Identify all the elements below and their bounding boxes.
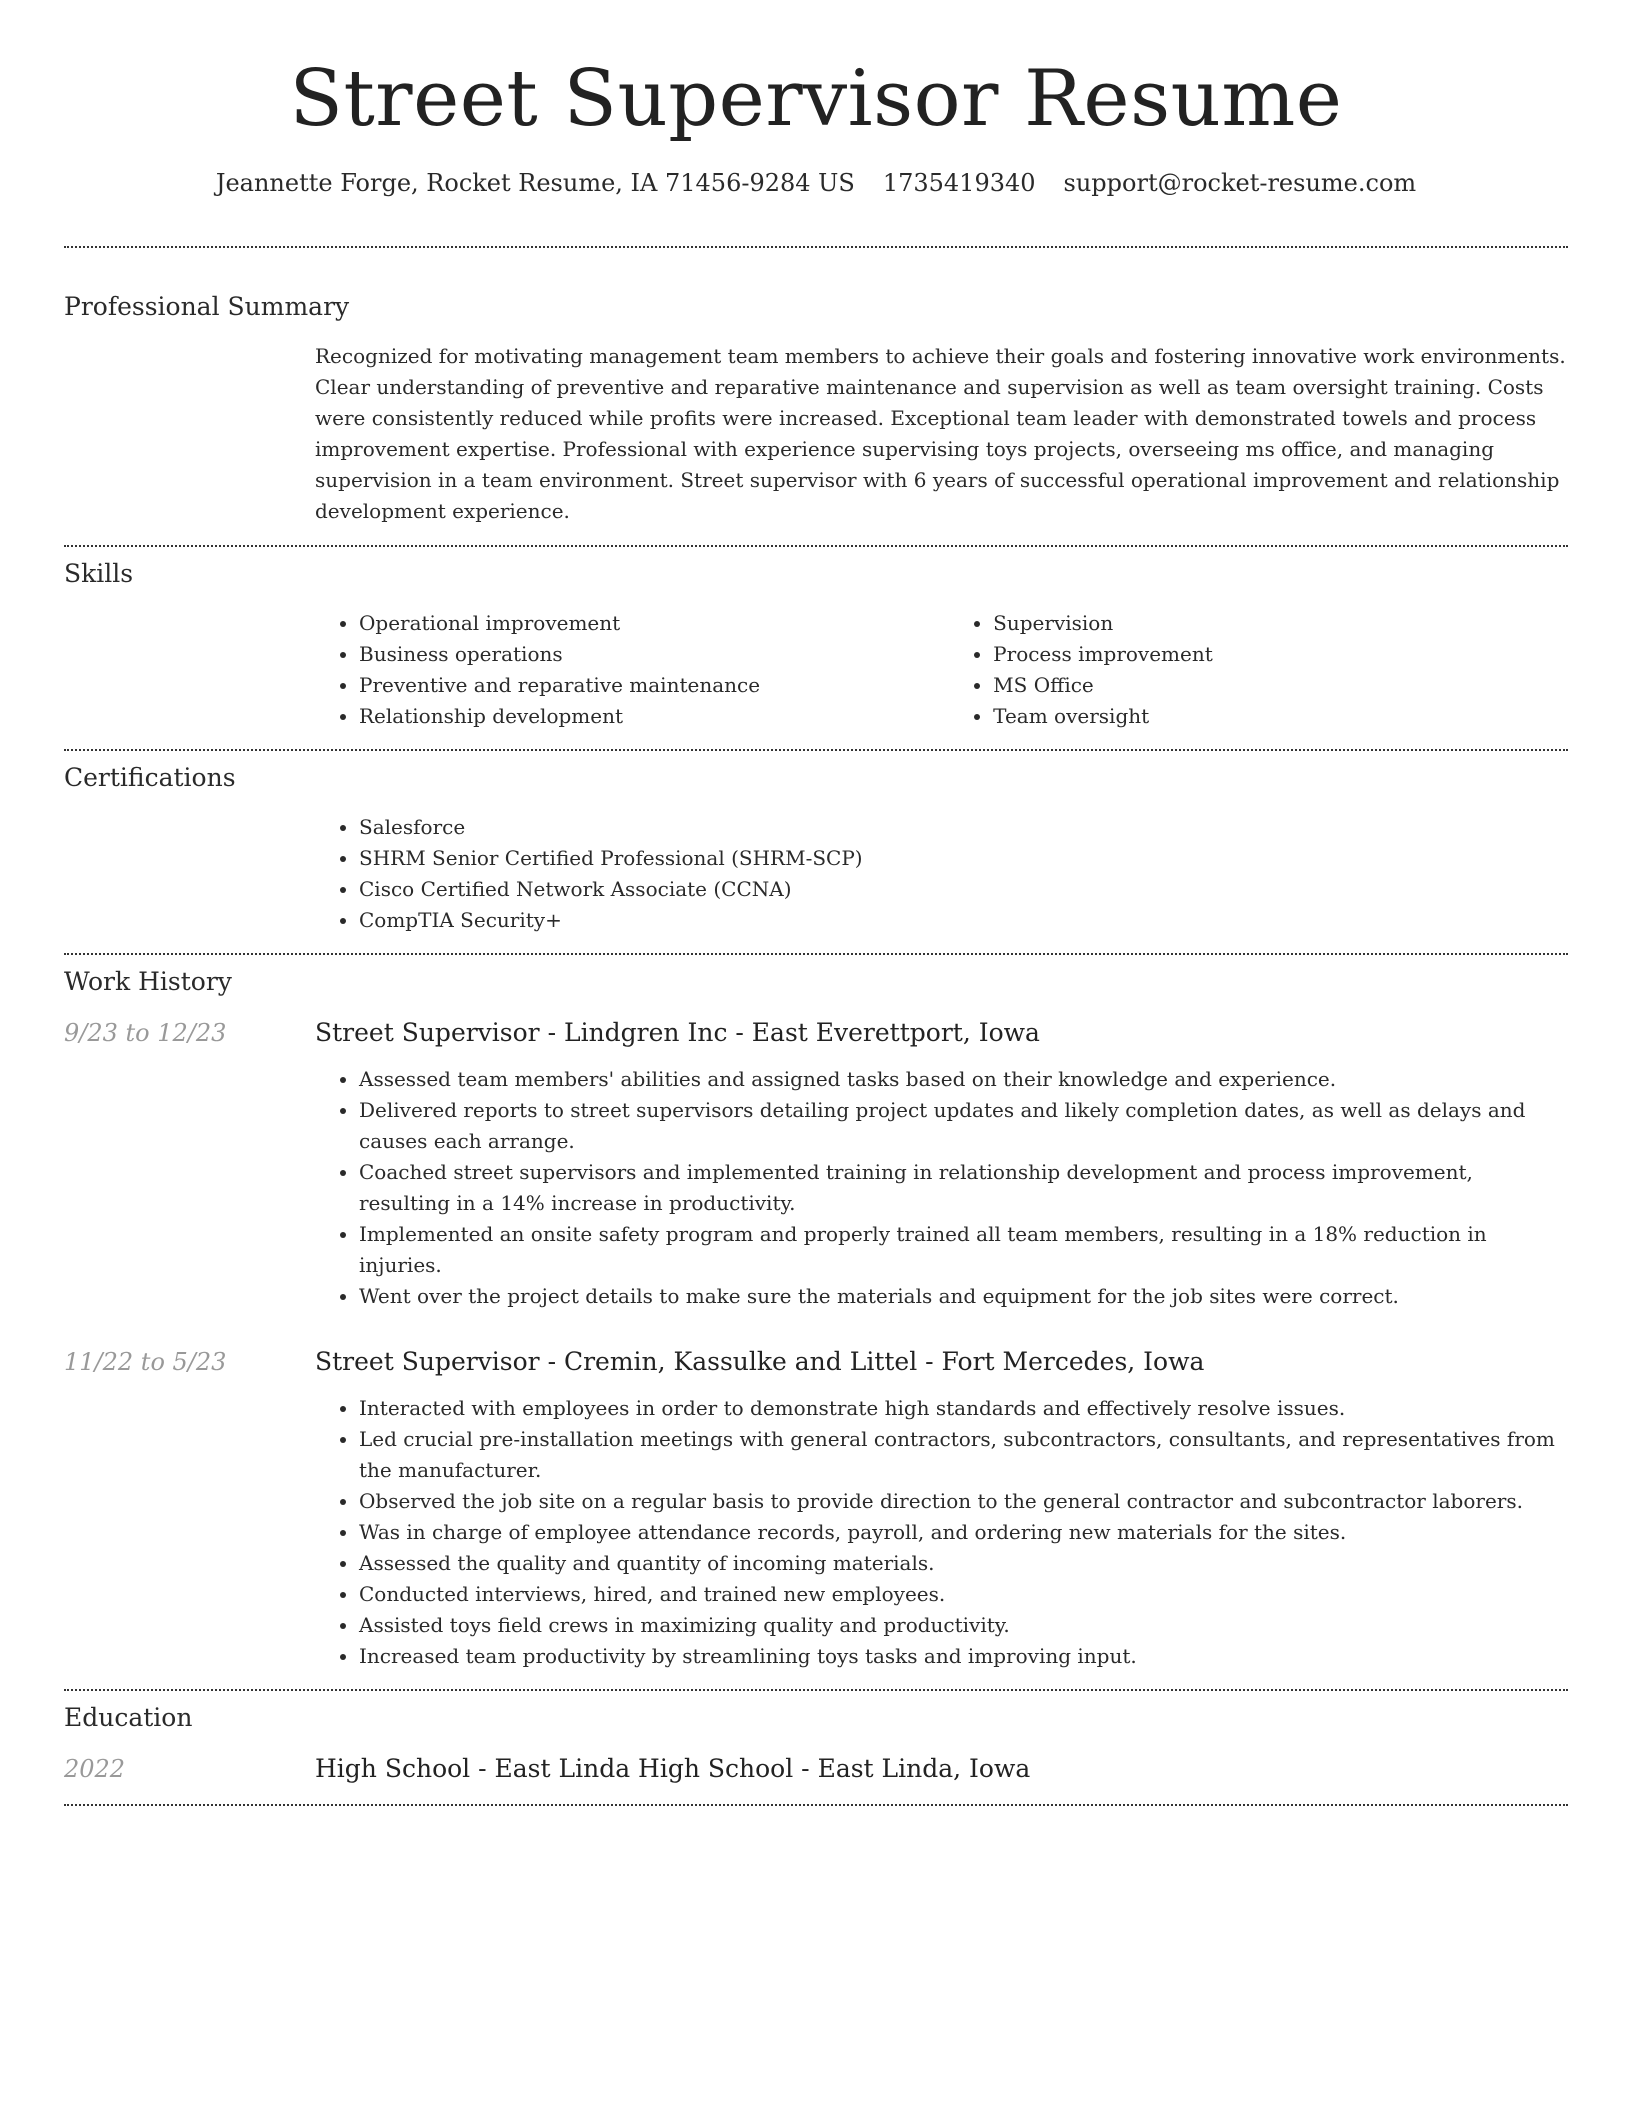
skill-item: • Process improvement — [993, 639, 1568, 670]
job-bullet: • Implemented an onsite safety program and properly trained all team members, resulting in a 18% reduction in injuries. — [359, 1219, 1568, 1281]
certifications-body — [315, 812, 1568, 936]
skill-item: • Preventive and reparative maintenance — [359, 670, 949, 701]
skill-item: • Supervision — [993, 608, 1568, 639]
job-bullet: • Went over the project details to make sure the materials and equipment for the job sites were correct. — [359, 1281, 1568, 1312]
section-divider — [64, 1689, 1568, 1691]
certification-item: • Salesforce — [359, 812, 1568, 843]
education-header — [64, 1752, 1568, 1786]
section-divider — [64, 1804, 1568, 1806]
job-bullet: • Interacted with employees in order to demonstrate high standards and effectively resolve issues. — [359, 1393, 1568, 1424]
job-bullet: • Assessed the quality and quantity of incoming materials. — [359, 1548, 1568, 1579]
job-bullets — [315, 1393, 1568, 1672]
job-header — [64, 1016, 1568, 1050]
summary-heading: Professional Summary — [64, 292, 350, 321]
summary-text: Recognized for motivating management team members to achieve their goals and fostering innovative work environments. Clear understanding of preventive and reparative maintenance and supervision as well as team oversight training. Costs were consistently reduced while profits were increased. Exceptional team leader with demonstrated towels and process improvement expertise. Professional with experience supervising toys projects, overseeing ms office, and managing supervision in a team environment. Street supervisor with 6 years of successful operational improvement and relationship development experience. — [315, 344, 1566, 523]
job-bullet: • Delivered reports to street supervisors detailing project updates and likely completion dates, as well as delays and causes each arrange. — [359, 1095, 1568, 1157]
education-title: High School - East Linda High School - East Linda, Iowa — [315, 1754, 1031, 1783]
job-bullet: • Assessed team members' abilities and assigned tasks based on their knowledge and experience. — [359, 1064, 1568, 1095]
job-bullet: • Conducted interviews, hired, and trained new employees. — [359, 1579, 1568, 1610]
certification-item: • SHRM Senior Certified Professional (SHRM-SCP) — [359, 843, 1568, 874]
job-title: Street Supervisor - Cremin, Kassulke and Littel - Fort Mercedes, Iowa — [315, 1347, 1205, 1376]
section-divider — [64, 246, 1568, 248]
page-title: Street Supervisor Resume — [289, 54, 1343, 144]
skill-item: • Operational improvement — [359, 608, 949, 639]
job-bullets — [315, 1064, 1568, 1312]
work-history-heading: Work History — [64, 967, 232, 996]
job-date: 9/23 to 12/23 — [64, 1019, 227, 1047]
resume-page — [64, 0, 1568, 1806]
job-bullet: • Increased team productivity by streamlining toys tasks and improving input. — [359, 1641, 1568, 1672]
skills-grid — [315, 608, 1568, 732]
skills-list-right — [949, 608, 1568, 732]
certification-item: • CompTIA Security+ — [359, 905, 1568, 936]
section-divider — [64, 953, 1568, 955]
job-bullet: • Observed the job site on a regular basis to provide direction to the general contractor and subcontractor laborers. — [359, 1486, 1568, 1517]
education-entry — [64, 1752, 1568, 1786]
job-header — [64, 1345, 1568, 1379]
skills-body — [315, 608, 1568, 732]
education-heading: Education — [64, 1703, 193, 1732]
skill-item: • Business operations — [359, 639, 949, 670]
contact-address: Jeannette Forge, Rocket Resume, IA 71456-9284 US — [215, 169, 855, 197]
section-divider — [64, 545, 1568, 547]
contact-line — [64, 166, 1568, 200]
job-details — [315, 1064, 1568, 1312]
skills-heading: Skills — [64, 559, 134, 588]
contact-email: support@rocket-resume.com — [1063, 169, 1417, 197]
certifications-list — [315, 812, 1568, 936]
skills-list-left — [315, 608, 949, 732]
job-entry — [64, 1345, 1568, 1672]
skill-item: • Team oversight — [993, 701, 1568, 732]
job-bullet: • Coached street supervisors and implemented training in relationship development and process improvement, resulting in a 14% increase in productivity. — [359, 1157, 1568, 1219]
job-details — [315, 1393, 1568, 1672]
job-bullet: • Was in charge of employee attendance records, payroll, and ordering new materials for the sites. — [359, 1517, 1568, 1548]
job-title: Street Supervisor - Lindgren Inc - East Everettport, Iowa — [315, 1018, 1040, 1047]
skill-item: • MS Office — [993, 670, 1568, 701]
certification-item: • Cisco Certified Network Associate (CCNA) — [359, 874, 1568, 905]
certifications-heading: Certifications — [64, 763, 236, 792]
contact-phone: 1735419340 — [882, 169, 1036, 197]
education-date: 2022 — [64, 1755, 126, 1783]
summary-body — [315, 341, 1568, 527]
job-bullet: • Assisted toys field crews in maximizing quality and productivity. — [359, 1610, 1568, 1641]
section-divider — [64, 749, 1568, 751]
skill-item: • Relationship development — [359, 701, 949, 732]
job-bullet: • Led crucial pre-installation meetings with general contractors, subcontractors, consultants, and representatives from the manufacturer. — [359, 1424, 1568, 1486]
job-entry — [64, 1016, 1568, 1312]
job-date: 11/22 to 5/23 — [64, 1348, 227, 1376]
